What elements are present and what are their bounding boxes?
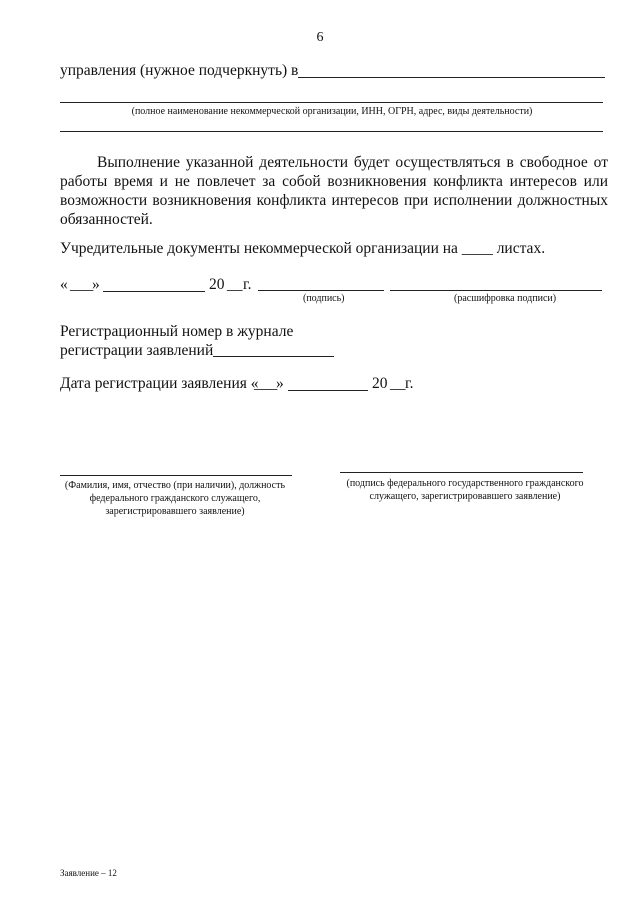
registration-date-year-blank: __ (390, 375, 406, 392)
founding-docs-prefix: Учредительные документы некоммерческой организации на (60, 240, 458, 257)
date-open-quote: « (60, 276, 68, 293)
registration-date-close-quote: » (276, 375, 284, 392)
registration-date-year-suffix: г. (405, 375, 414, 392)
official-name-caption: (Фамилия, имя, отчество (при наличии), должность федерального гражданского служащего, зарегистрировавшего заявление) (64, 480, 286, 517)
date-year-prefix: 20 (209, 276, 225, 293)
registration-date-year-prefix: 20 (372, 375, 388, 392)
registration-date-label: Дата регистрации заявления « (60, 375, 259, 392)
signature-caption: (подпись) (303, 293, 345, 304)
footer-label: Заявление – 12 (60, 868, 117, 878)
org-name-caption: (полное наименование некоммерческой организации, ИНН, ОГРН, адрес, виды деятельности) (131, 106, 533, 117)
management-label: управления (нужное подчеркнуть) в (60, 62, 299, 79)
page-number: 6 (316, 30, 324, 45)
official-signature-line (340, 472, 583, 473)
org-name-line-1 (60, 102, 603, 103)
date-month-line (103, 291, 205, 292)
registration-label-line-1: Регистрационный номер в журнале (60, 323, 294, 340)
signature-decoding-caption: (расшифровка подписи) (454, 293, 557, 304)
date-year-suffix: г. (243, 276, 252, 293)
date-day-blank: ___ (70, 276, 94, 293)
founding-docs-blank: ____ (461, 240, 493, 257)
signature-decoding-line (390, 290, 602, 291)
management-fill-line (298, 77, 605, 78)
official-name-line (60, 475, 292, 476)
date-close-quote: » (92, 276, 100, 293)
registration-date-month-line (288, 390, 368, 391)
registration-number-line (213, 356, 334, 357)
official-signature-caption: (подпись федерального государственного гражданского служащего, зарегистрировавшего заявление) (346, 478, 584, 502)
founding-docs-line (60, 240, 545, 258)
statement-paragraph: Выполнение указанной деятельности будет осуществляться в свободное от работы время и не повлечет за собой возникновения конфликта интересов или возможности возникновения конфликта интересов при исполнении должностных обязанностей. (60, 154, 608, 228)
founding-docs-suffix: листах. (496, 240, 546, 257)
registration-label-line-2: регистрации заявлений (60, 342, 214, 359)
date-year-blank: __ (227, 276, 243, 293)
registration-date-day-blank: ___ (254, 375, 278, 392)
signature-line (258, 290, 384, 291)
org-name-line-2 (60, 131, 603, 132)
